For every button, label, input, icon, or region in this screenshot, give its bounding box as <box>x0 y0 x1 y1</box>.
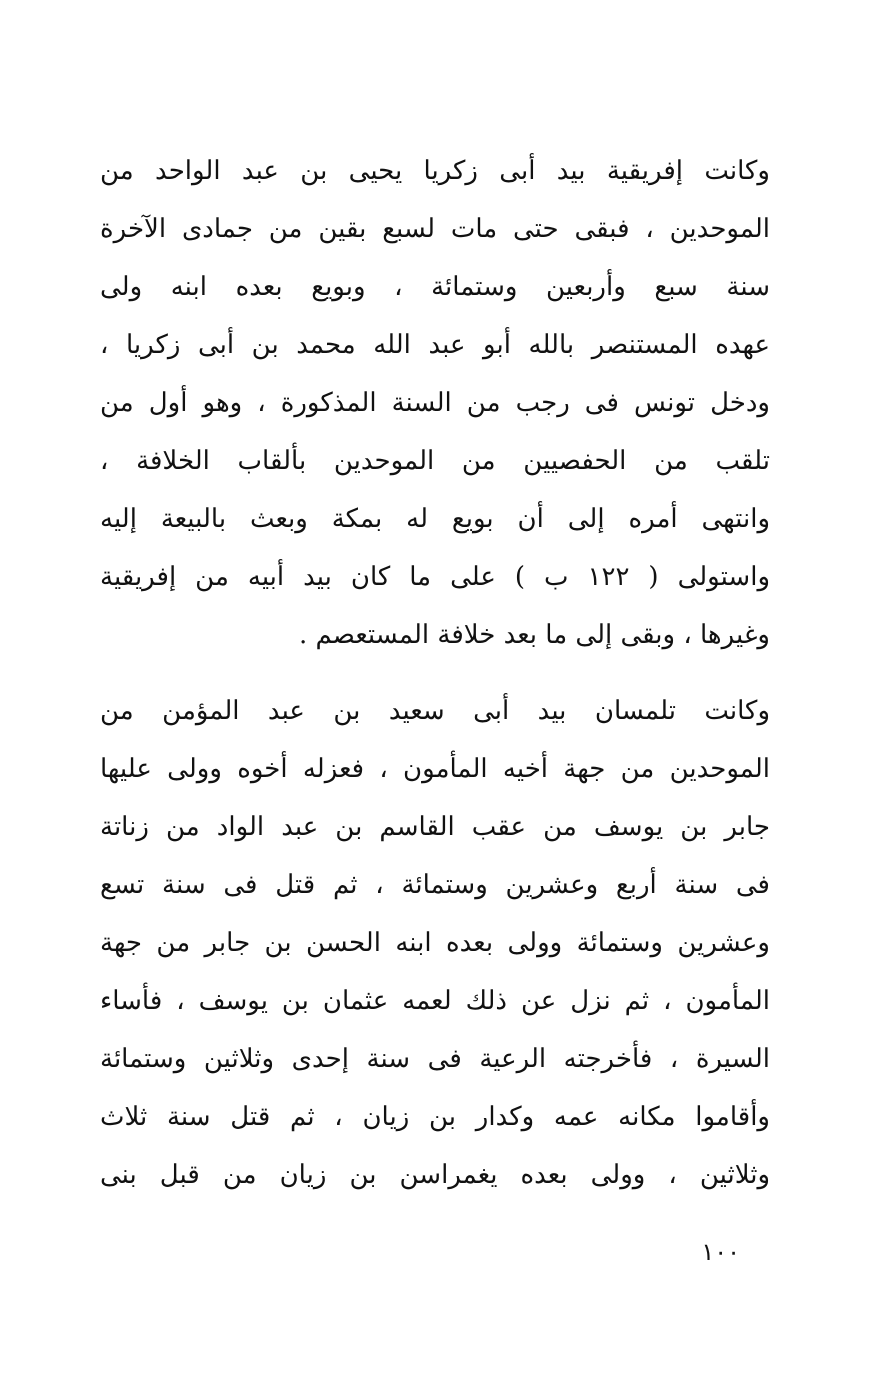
text-line: السيرة ، فأخرجته الرعية فى سنة إحدى وثلاثين وستمائة <box>100 1044 770 1074</box>
text-line: جابر بن يوسف من عقب القاسم بن عبد الواد من زناتة <box>100 812 770 842</box>
text-line: ودخل تونس فى رجب من السنة المذكورة ، وهو أول من <box>100 388 770 418</box>
text-line: وثلاثين ، وولى بعده يغمراسن بن زيان من قبل بنى <box>100 1160 770 1190</box>
text-line: الموحدين ، فبقى حتى مات لسبع بقين من جمادى الآخرة <box>100 214 770 244</box>
text-line: وعشرين وستمائة وولى بعده ابنه الحسن بن جابر من جهة <box>100 928 770 958</box>
paragraph-ifriqiya <box>100 142 770 664</box>
text-line: وكانت تلمسان بيد أبى سعيد بن عبد المؤمن من <box>100 696 770 726</box>
text-line: واستولى ( ١٢٢ ب ) على ما كان بيد أبيه من إفريقية <box>100 562 770 592</box>
page-number: ١٠٠ <box>701 1238 740 1266</box>
text-line: سنة سبع وأربعين وستمائة ، وبويع بعده ابنه ولى <box>100 272 770 302</box>
text-line: تلقب من الحفصيين من الموحدين بألقاب الخلافة ، <box>100 446 770 476</box>
text-line: وانتهى أمره إلى أن بويع له بمكة وبعث بالبيعة إليه <box>100 504 770 534</box>
paragraph-tlemcen <box>100 682 770 1204</box>
text-line: وأقاموا مكانه عمه وكدار بن زيان ، ثم قتل سنة ثلاث <box>100 1102 770 1132</box>
text-line: المأمون ، ثم نزل عن ذلك لعمه عثمان بن يوسف ، فأساء <box>100 986 770 1016</box>
text-line: الموحدين من جهة أخيه المأمون ، فعزله أخوه وولى عليها <box>100 754 770 784</box>
text-line: وكانت إفريقية بيد أبى زكريا يحيى بن عبد الواحد من <box>100 156 770 186</box>
text-line: فى سنة أربع وعشرين وستمائة ، ثم قتل فى سنة تسع <box>100 870 770 900</box>
text-line: عهده المستنصر بالله أبو عبد الله محمد بن أبى زكريا ، <box>100 330 770 360</box>
text-line: وغيرها ، وبقى إلى ما بعد خلافة المستعصم . <box>298 620 770 650</box>
